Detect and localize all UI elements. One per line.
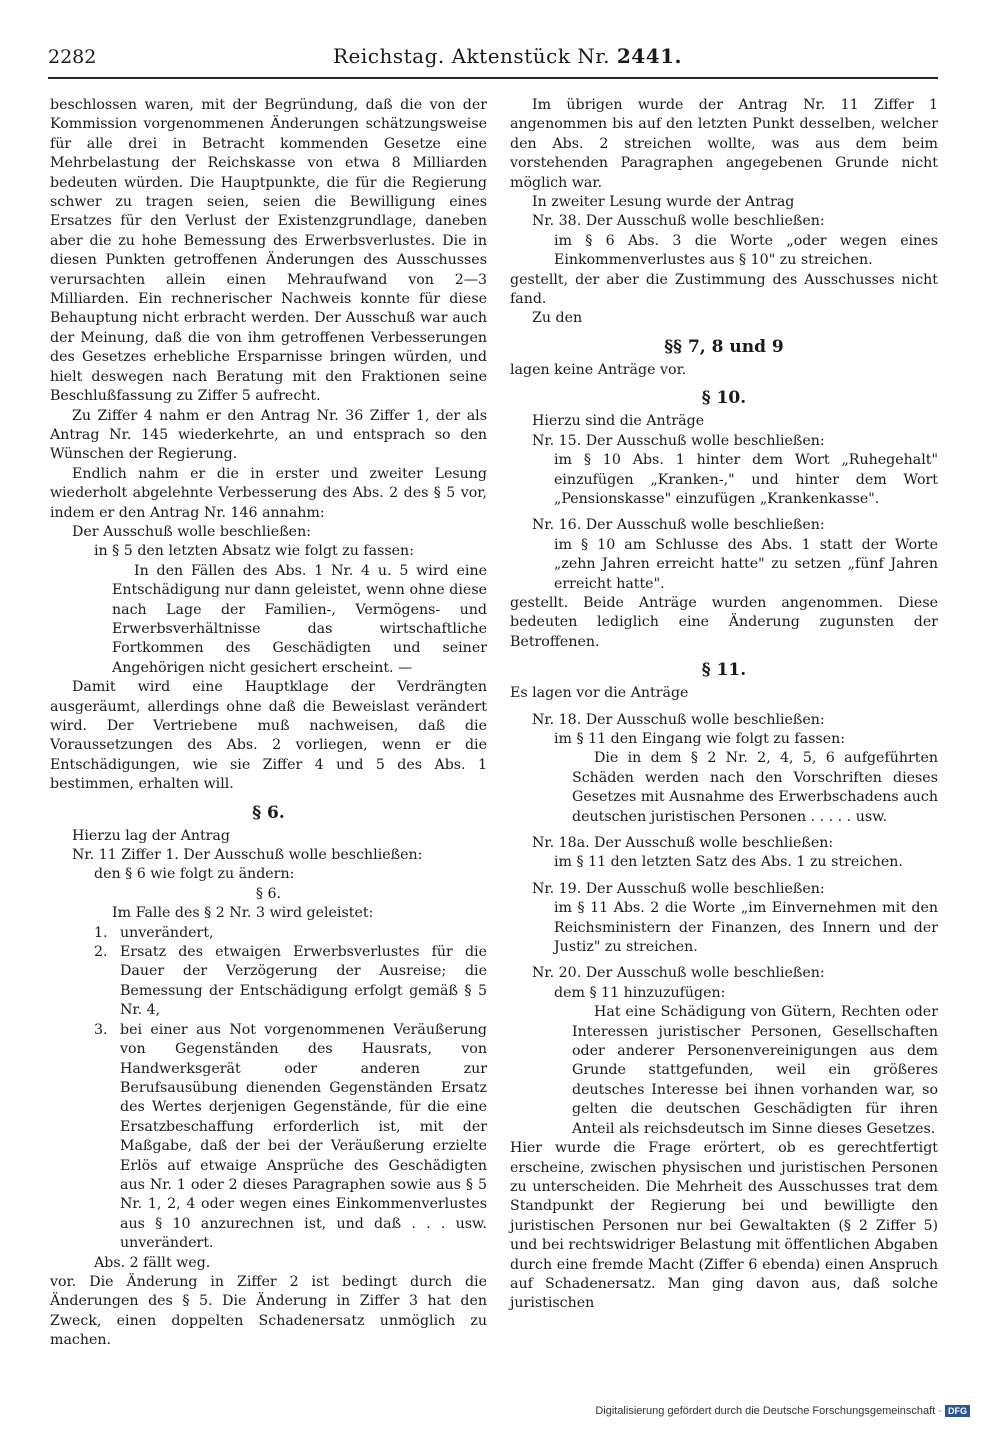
list-text: bei einer aus Not vorgenommenen Veräußerung von Gegenständen des Hausrats, von Handwerksgerät oder anderen zur Berufsausübung dienenden Gegenständen Ersatz des Wertes derjenigen Gegenstände, für die eine Ersatzbeschaffung erforderlich ist, mit der Maßgabe, daß der bei der Veräußerung erzielte Erlös auf etwaige Ansprüche des Geschädigten aus Nr. 1 oder 2 dieses Paragraphen sowie aus § 5 Nr. 1, 2, 4 oder wegen eines Einkommenverlustes aus § 10 anzurechnen ist, und daß . . . usw. unverändert.: [120, 1021, 487, 1252]
section-heading: § 6.: [252, 802, 285, 823]
paragraph: gestellt. Beide Anträge wurden angenommen. Diese bedeuten lediglich eine Änderung zugunsten der Betroffenen.: [510, 594, 938, 650]
paragraph: gestellt, der aber die Zustimmung des Ausschusses nicht fand.: [510, 271, 938, 308]
motion-intro: Nr. 15. Der Ausschuß wolle beschließen:: [532, 432, 825, 449]
dfg-logo: DFG: [945, 1405, 970, 1417]
list-text: Ersatz des etwaigen Erwerbsverlustes für die Dauer der Verzögerung der Ausreise; die Bemessung der Entschädigung erfolgt gemäß § 5 Nr. 4,: [120, 944, 487, 1019]
paragraph: Zu den: [532, 310, 583, 327]
list-number: 1.: [94, 924, 108, 941]
paragraph: Damit wird eine Hauptklage der Verdrängten ausgeräumt, allerdings ohne daß die Beweislast verändert wird. Der Vertriebene muß nachweisen, daß die Voraussetzungen des Abs. 2 vorliegen, wenn er die Entschädigungen, wie sie Ziffer 4 und 5 des Abs. 1 bestimmen, erhalten will.: [50, 679, 487, 793]
right-column: [510, 96, 938, 1314]
motion-text: Hat eine Schädigung von Gütern, Rechten oder Interessen juristischer Personen, Gesellschaften oder anderer Personenvereinigungen aus dem Grunde stattgefunden, weil ein größeres deutsches Interesse bei ihnen vorhanden war, so gelten die deutschen Geschädigten für ihren Anteil als reichsdeutsch im Sinne dieses Gesetzes.: [572, 1004, 938, 1137]
motion-intro: Nr. 16. Der Ausschuß wolle beschließen:: [532, 517, 825, 534]
proposed-text: Abs. 2 fällt weg.: [94, 1254, 211, 1271]
motion-intro: Nr. 20. Der Ausschuß wolle beschließen:: [532, 965, 825, 982]
motion-instruction: im § 11 den Eingang wie folgt zu fassen:: [554, 730, 846, 747]
motion-instruction: den § 6 wie folgt zu ändern:: [94, 866, 295, 883]
motion-text: In den Fällen des Abs. 1 Nr. 4 u. 5 wird eine Entschädigung nur dann geleistet, wenn ohne diese nach Lage der Familien-, Vermögens- und Erwerbsverhältnisse das wirtschaftliche Fortkommen des Geschädigten und seiner Angehörigen nicht gesichert erscheint. —: [112, 562, 487, 676]
section-heading: §§ 7, 8 und 9: [664, 336, 784, 357]
motion-intro: Nr. 38. Der Ausschuß wolle beschließen:: [532, 213, 825, 230]
list-number: 3.: [94, 1021, 108, 1038]
motion-intro: Nr. 19. Der Ausschuß wolle beschließen:: [532, 880, 825, 897]
proposed-text: Im Falle des § 2 Nr. 3 wird geleistet:: [112, 905, 374, 922]
motion-intro: Der Ausschuß wolle beschließen:: [72, 523, 311, 540]
paragraph: Zu Ziffer 4 nahm er den Antrag Nr. 36 Ziffer 1, der als Antrag Nr. 145 wiederkehrte, an und entsprach so den Wünschen der Regierung.: [50, 407, 487, 463]
section-heading: § 10.: [701, 388, 747, 409]
paragraph: Hierzu lag der Antrag: [72, 827, 230, 844]
motion-text: im § 10 am Schlusse des Abs. 1 statt der Worte „zehn Jahren erreicht hatte" zu setzen „fünf Jahren erreicht hatte".: [554, 536, 938, 592]
document-number: 2441.: [616, 44, 683, 68]
credit-text: Digitalisierung gefördert durch die Deutsche Forschungsgemeinschaft ·: [595, 1405, 942, 1417]
paragraph: Im übrigen wurde der Antrag Nr. 11 Ziffer 1 angenommen bis auf den letzten Punkt desselben, welcher den Abs. 2 streichen wollte, was aus dem beim vorstehenden Paragraphen angegebenen Grunde nicht möglich war.: [510, 97, 938, 191]
list-item: [94, 924, 487, 943]
numbered-list: [50, 924, 487, 1254]
proposed-section-label: § 6.: [255, 885, 282, 902]
left-column: [50, 96, 487, 1351]
digitization-credit: [595, 1405, 970, 1417]
motion-text: im § 11 den letzten Satz des Abs. 1 zu streichen.: [554, 854, 903, 871]
paragraph: beschlossen waren, mit der Begründung, daß die von der Kommission vorgenommenen Änderungen schätzungsweise für alle drei in Betracht kommenden Gesetze eine Mehrbelastung der Reichskasse von etwa 8 Milliarden bedeuten würden. Die Hauptpunkte, die für die Regierung schwer zu tragen seien, seien die Bewilligung eines Ersatzes für den Verlust der Existenzgrundlage, daneben aber die zu hohe Bemessung des Erwerbsverlustes. Die in diesen Punkten getroffenen Änderungen des Ausschusses verursachten allein einen Mehraufwand von 2—3 Milliarden. Ein rechnerischer Nachweis konnte für diese Behauptung nicht erbracht werden. Der Ausschuß war auch der Meinung, daß die von ihm getroffenen Verbesserungen des Gesetzes erhebliche Ersparnisse bringen würden, und hielt deswegen nach Beratung mit den Fraktionen seine Beschlußfassung zu Ziffer 5 aufrecht.: [50, 97, 487, 405]
section-heading: § 11.: [701, 660, 747, 681]
list-text: unverändert,: [120, 924, 214, 941]
motion-intro: Nr. 11 Ziffer 1. Der Ausschuß wolle beschließen:: [72, 847, 423, 864]
motion-intro: Nr. 18a. Der Ausschuß wolle beschließen:: [532, 835, 834, 851]
motion-instruction: dem § 11 hinzuzufügen:: [554, 984, 726, 1001]
list-item: [94, 943, 487, 1021]
page-title: [333, 44, 682, 68]
list-item: [94, 1021, 487, 1254]
paragraph: lagen keine Anträge vor.: [510, 361, 687, 378]
paragraph: Hierzu sind die Anträge: [532, 413, 705, 430]
motion-text: Die in dem § 2 Nr. 2, 4, 5, 6 aufgeführten Schäden werden nach den Vorschriften dieses Gesetzes mit Ausnahme des Erwerbschadens auch deutschen juristischen Personen . . . . . usw.: [572, 750, 938, 825]
list-number: 2.: [94, 944, 108, 961]
paragraph: Hier wurde die Frage erörtert, ob es gerechtfertigt erscheine, zwischen physischen und juristischen Personen zu unterscheiden. Die Mehrheit des Ausschusses trat dem Standpunkt der Regierung bei und bewilligte den juristischen Personen nur bei Gewaltakten (§ 2 Ziffer 5) und bei rechtswidriger Belastung mit öffentlichen Abgaben durch eine fremde Macht (Ziffer 6 ebenda) einen Anspruch auf Schadenersatz. Man ging davon aus, daß solche juristischen: [510, 1140, 938, 1312]
motion-text: im § 6 Abs. 3 die Worte „oder wegen eines Einkommenverlustes aus § 10" zu streichen.: [554, 232, 938, 269]
motion-text: im § 11 Abs. 2 die Worte „im Einvernehmen mit den Reichsministern der Finanzen, des Innern und der Justiz" zu streichen.: [554, 900, 938, 956]
motion-intro: Nr. 18. Der Ausschuß wolle beschließen:: [532, 711, 825, 728]
paragraph: Endlich nahm er die in erster und zweiter Lesung wiederholt abgelehnte Verbesserung des Abs. 2 des § 5 vor, indem er den Antrag Nr. 146 annahm:: [50, 465, 487, 521]
paragraph: In zweiter Lesung wurde der Antrag: [532, 194, 795, 211]
title-text: Reichstag. Aktenstück Nr.: [333, 44, 617, 68]
motion-instruction: in § 5 den letzten Absatz wie folgt zu fassen:: [94, 543, 414, 560]
paragraph: vor. Die Änderung in Ziffer 2 ist bedingt durch die Änderungen des § 5. Die Änderung in Ziffer 3 hat den Zweck, einen doppelten Schadenersatz unmöglich zu machen.: [50, 1273, 487, 1349]
page-header: [48, 44, 938, 74]
paragraph: Es lagen vor die Anträge: [510, 685, 689, 702]
header-rule: [48, 77, 938, 79]
motion-text: im § 10 Abs. 1 hinter dem Wort „Ruhegehalt" einzufügen „Kranken-," und hinter dem Wort „Pensionskasse" einzufügen „Krankenkasse".: [554, 452, 938, 507]
page-number: 2282: [48, 46, 97, 68]
